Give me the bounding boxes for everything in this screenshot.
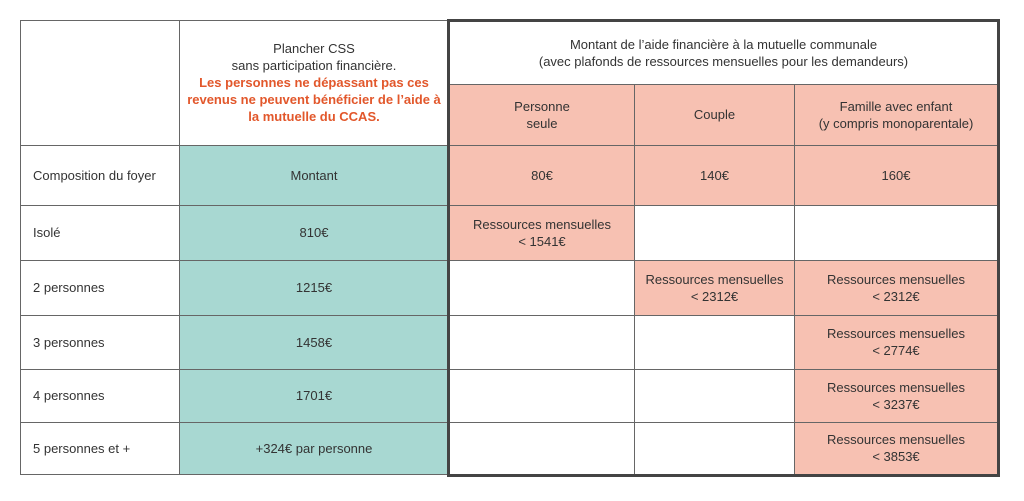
css-warning: Les personnes ne dépassant pas ces revenus ne peuvent bénéficier de l’aide à la mutuelle du CCAS.	[187, 75, 441, 124]
col-header-single: Personne seule	[514, 98, 570, 131]
grid-line	[20, 20, 21, 475]
row-label-composition: Composition du foyer	[33, 167, 156, 183]
css-3p: 1458€	[295, 334, 333, 350]
css-5p: +324€ par personne	[255, 440, 373, 456]
amount-couple: 140€	[700, 167, 729, 183]
ceiling-value: < 2774€	[872, 343, 920, 358]
ceiling-value: < 1541€	[518, 233, 566, 249]
css-montant: Montant	[290, 167, 338, 183]
row-label-isole: Isolé	[33, 225, 61, 240]
amount-single: 80€	[531, 167, 553, 183]
ceiling-label: Ressources mensuelles	[645, 271, 784, 287]
family-title: Famille avec enfant	[839, 98, 953, 114]
row-label-2p: 2 personnes	[33, 280, 105, 295]
grid-line	[20, 20, 450, 21]
ceiling-value: < 3853€	[872, 449, 920, 464]
aid-section-border	[447, 19, 1000, 477]
row-label-5p: 5 personnes et +	[33, 440, 131, 456]
row-label-3p: 3 personnes	[33, 334, 105, 350]
aid-title: Montant de l’aide financière à la mutuelle communale	[569, 37, 878, 52]
css-header	[179, 20, 449, 145]
ceiling-value: < 2312€	[872, 288, 920, 304]
amount-family: 160€	[881, 167, 911, 183]
ceiling-label: Ressources mensuelles	[472, 216, 611, 232]
col-header-couple: Couple	[693, 107, 736, 122]
css-title: Plancher CSS	[273, 41, 355, 56]
row-label-4p: 4 personnes	[33, 388, 105, 403]
ceiling-label: Ressources mensuelles	[826, 432, 965, 447]
aid-subtitle: (avec plafonds de ressources mensuelles pour les demandeurs)	[538, 54, 909, 69]
ceiling-label: Ressources mensuelles	[826, 379, 965, 395]
css-2p: 1215€	[295, 280, 333, 295]
css-4p: 1701€	[295, 388, 333, 403]
grid-line	[179, 20, 180, 475]
css-isole: 810€	[299, 225, 329, 240]
family-subtitle: (y compris monoparentale)	[818, 115, 974, 131]
ceiling-value: < 3237€	[872, 396, 920, 412]
grid-line	[20, 474, 450, 475]
ceiling-label: Ressources mensuelles	[826, 271, 965, 287]
ceiling-label: Ressources mensuelles	[826, 326, 965, 341]
css-subtitle: sans participation financière.	[231, 58, 397, 73]
ceiling-value: < 2312€	[690, 288, 739, 304]
